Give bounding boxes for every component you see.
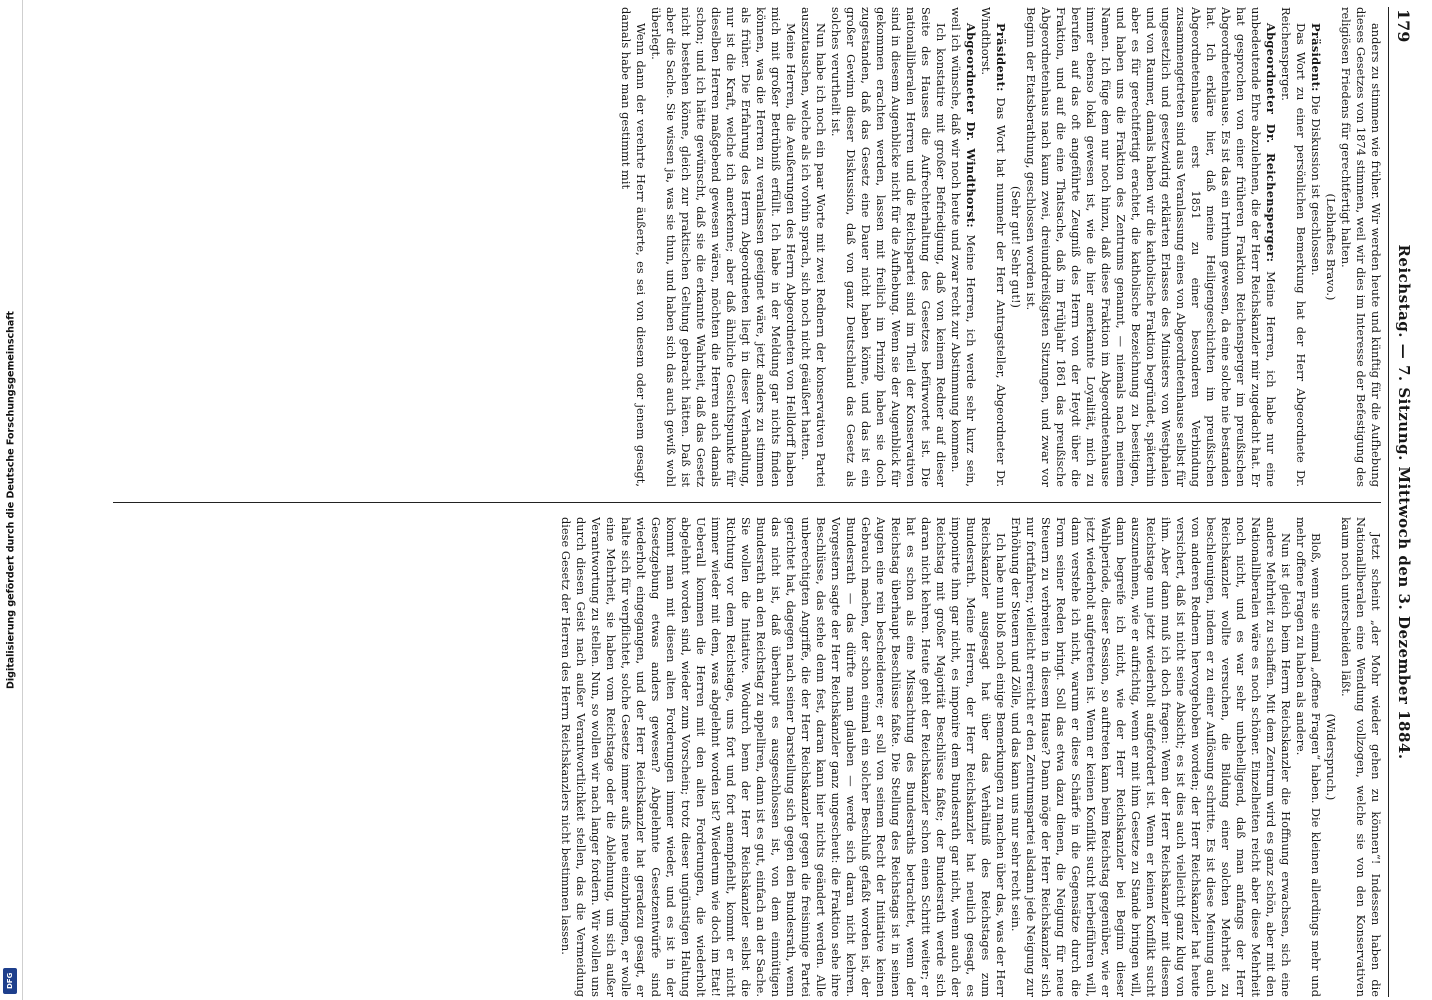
paragraph bbox=[948, 7, 978, 487]
paragraph: Bloß, wenn sie einmal „offene Fragen“ haben. Die kleinen allerdings mehr und mehr offene Fragen zu haben als andere. bbox=[1294, 517, 1323, 997]
paragraph: Nun ist gleich beim Herrn Reichskanzler die Hoffnung erwachsen, sich eine andere Mehrheit zu schaffen. Mit dem Zentrum wird es ganz schön, aber mit den Nationalliberalen wäre es noch schöner. Einzelheiten reicht aber diese Mehrheit noch nicht, und es war sehr unbehelligend, daß man anfangs der Herr Reichskanzler wollte versuchen, die Bildung einer solchen Mehrheit zu beschleunigen, indem er zu einer Auflösung schritte. Es ist diese Meinung auch von anderen Rednern hervorgehoben worden; der Herr Reichskanzler hat heute versichert, daß ist nicht seine Absicht; es ist dies auch vielleicht ganz klug von ihm. Aber dann muß ich doch fragen: Wenn der Herr Reichskanzler mit diesem Reichstage nun jetzt wiederholt aufgefordert ist. Wenn er keinen Konflikt sucht auszunehmen, wie er aufrichtig, wenn er mit ihm Gesetze zu Stande bringen will, dann begreife ich nicht, wie der Herr Reichskanzler bei Beginn dieser Wahlperiode, dieser Session, so auftreten kann beim Reichstag gegenüber, wie er jetzt wiederholt aufgetreten ist. Wenn er keinen Konflikt sucht herbeiführen will, dann verstehe ich nicht, warum er diese Schärfe in die Gegensätze durch die Form seiner Reden bringt. Soll das etwa dazu dienen, die Neigung für neue Steuern zu verbreiten in diesem Hause? Dann möge der Herr Reichskanzler sich nur fortfahren; vielleicht erreicht er den Zentrumspartei alsdann jede Neigung zur Erhöhung der Steuern und Zölle, und das kann uns nur sehr recht sein. bbox=[1009, 517, 1293, 997]
speaker-name: Präsident: bbox=[994, 23, 1008, 92]
scanned-page bbox=[101, 7, 1421, 997]
column-divider bbox=[113, 502, 1381, 503]
page-number: 179 bbox=[1394, 9, 1413, 43]
running-title: Reichstag. — 7. Sitzung. Mittwoch den 3. Dezember 1884. bbox=[1395, 244, 1413, 760]
paragraph bbox=[1023, 7, 1278, 487]
speech-text: Meine Herren, ich werde sehr kurz sein, weil ich wünsche, daß wir noch heute und zwar recht zur Abstimmung kommen. bbox=[949, 7, 978, 487]
interjection: (Sehr gut! Sehr gut!) bbox=[1009, 186, 1023, 308]
speaker-name: Präsident: bbox=[1309, 23, 1323, 92]
digitisation-credit: Digitalisierung gefördert durch die Deutsche Forschungsgemeinschaft bbox=[5, 311, 17, 689]
speech-text: Die Diskussion ist geschlossen. bbox=[1309, 95, 1323, 276]
interjection: (Lebhaftes Bravo.) bbox=[1324, 193, 1338, 301]
paragraph: Das Wort zu einer persönlichen Bemerkung hat der Herr Abgeordnete Dr. Reichensperger. bbox=[1279, 7, 1308, 487]
paragraph: Wenn dann der verehrte Herr äußerte, es sei von diesem oder jenem gesagt, damals habe man gestimmt mit bbox=[619, 7, 648, 487]
page-header bbox=[1388, 7, 1413, 997]
interjection: (Widerspruch.) bbox=[1324, 713, 1338, 801]
digitisation-sidebar bbox=[0, 0, 23, 1000]
speech-text: Das Wort hat nunmehr der Herr Antragsteller, Abgeordneter Dr. Windthorst. bbox=[979, 7, 1008, 487]
paragraph: Nun habe ich noch ein paar Worte mit zwei Rednern der konservativen Partei auszutauschen, welche als ich vorhin sprach, sich noch nicht geäußert hatten. bbox=[799, 7, 828, 487]
dfg-logo-icon: DFG bbox=[3, 968, 17, 994]
text-column-right bbox=[111, 7, 1383, 487]
speech-text: Meine Herren, ich habe nur eine unbedeutende Ehre abzulehnen, die der Herr Reichskanzler mir zugedacht hat. Er hat gesprochen von einer früheren Fraktion Reichensperger im preußischen Abgeordnetenhause. Es ist das ein Irrthum gewesen, da eine solche nie bestanden hat. Ich erkläre hier, daß meine Heiligengeschichten im preußischen Abgeordnetenhause erst 1851 zu einer besonderen Verbindung zusammengetreten sind aus Veranlassung eines von Abgeordnetenhause selbst für ungesetzlich und gesetzwidrig erklärten Erlasses des Ministers von Westphalen und von Raumer, damals haben wir die katholische Fraktion begründet, späterhin aber es für gerechtfertigt erachtet, die katholische Bezeichnung zu beseitigen, und haben uns die Fraktion des Zentrums genannt, — niemals nach meinem Namen. Ich füge dem nur noch hinzu, daß diese Fraktion im Abgeordnetenhause immer ebenso lokal gewesen ist, wie die hier anerkannte Loyalität, mich zu berufen auf das oft angeführte Zeugniß des Herrn von der Heydt über die Fraktion, und auf die eine Thatsache, daß im Frühjahr 1861 das preußische Abgeordnetenhaus nach kaum zwei, dreiunddreißigsten Sitzungen, und zwar vor Beginn der Etatsberathung, geschlossen worden ist. bbox=[1024, 7, 1278, 487]
text-column-left bbox=[111, 517, 1383, 997]
speaker-name: Abgeordneter Dr. Reichensperger: bbox=[1264, 23, 1278, 263]
paragraph: Ich habe nun bloß noch einige Bemerkungen zu machen über das, was der Herr Reichskanzler ausgesagt hat über das Verhältniß des Reichstages zum Bundesrath. Meine Herren, der Herr Reichskanzler hat neulich gesagt, es imponirte ihm gar nicht, es imponire dem Bundesrath gar nicht, wenn auch der Reichstag mit großer Majorität Beschlüsse faßte; der Bundesrath werde sich daran nicht kehren. Heute geht der Reichskanzler schon einen Schritt weiter; er hat es schon als eine Missachtung des Bundesraths betrachtet, wenn der Reichstag überhaupt Beschlüsse faßte. Die Stellung des Reichstags ist in seinen Augen eine rein bescheidenere; er soll von seinem Recht der Initiative keinen Gebrauch machen, der schon einmal ein solcher Beschluß gefaßt worden ist, der Bundesrath — das dürfte man glauben — werde sich daran nicht kehren. Vorgestern sagte der Herr Reichskanzler ganz ungescheut: die Fraktion sehe ihre Beschlüsse, das stehe denn fest, daran kann hier nichts geändert werden. Alle unberechtigten Angriffe, die der Herr Reichskanzler gegen die freisinnige Partei gerichtet hat, dagegen nach seiner Darstellung sich gegen den Bundesrath, wenn das nicht ist, daß überhaupt es ausgeschlossen ist, von dem einmütigen Bundesrath an den Reichstag zu appelliren, dann ist es gut, einfach an der Sache. Sie wollen die Initiative. Wodurch benn der Herr Reichskanzler selbst die Richtung vor dem Reichstage, uns fort und fort anempfiehlt, kommt er nicht immer wieder mit dem, was abgelehnt worden ist? Wiederum wie doch im Etat! Ueberall kommen die Herren mit den alten Forderungen, die wiederholt abgelehnt worden sind, wieder zum Vorschein; trotz dieser ungünstigen Haltung kommt man mit diesen alten Forderungen immer wieder, und es ist in der Gesetzgebung etwas anders gewesen? Abgelehnte Gesetzentwürfe sind wiederholt eingegangen, und der Herr Reichskanzler hat geradezu gesagt, er halte sich für verpflichtet, solche Gesetze immer aufs neue einzubringen, er wolle eine Mehrheit, sie haben vom Reichstage oder die Ablehnung, um sich außer Verantwortung zu stellen. Nun, so wollen wir nach langer fordern. Wir wollen uns durch diesen Geist nach außer Verantwortlichkeit stellen, das die Vermeidung diese Gesetz der Herren des Herrn Reichskanzlers nicht bestimmen lassen. bbox=[559, 517, 1008, 997]
paragraph: Meine Herren, die Aeußerungen des Herrn Abgeordneten von Helldorff haben mich mit großer Betrübniß erfüllt. Ich habe in der Meldung gar nichts finden können, was die Herren zu veranlassen geeignet wäre, jetzt anders zu stimmen als früher. Die Erfahrung des Herrn Abgeordneten liegt in dieser Verhandlung, nur ist die Kraft, welche ich anerkenne; aber daß ähnliche Gesichtspunkte für dieselben Herren maßgebend gewesen wären, möchten die Herren auch damals schon; und ich hätte gewünscht, daß sie die erkannte Wahrheit, daß das Gesetz nicht bestehen könne, gleich zur praktischen Geltung gebracht hätten. Daß ist aber die Sache. Sie wissen ja, was sie thun, und haben sich das auch gewiß wohl überlegt. bbox=[649, 7, 798, 487]
paragraph: Ich konstatire mit großer Befriedigung, daß von keinem Redner auf dieser Seite des Hauses die Aufrechterhaltung des Gesetzes befürwortet ist. Die nationalliberalen Herren und die Reichspartei sind im Theil der Konservativen sind in diesem Augenblicke nicht für die Aufhebung. Wenn sie der Augenblick für gekommen erachten werden, lassen mit freilich im Prinzip haben sie doch zugestanden, daß das Gesetz eine Dauer nicht haben könne, und das ist ein großer Gewinn dieser Diskussion, daß von ganz Deutschland das Gesetz als solches verurtheilt ist. bbox=[829, 7, 948, 487]
paragraph: Jetzt scheint „der Mohr wieder gehen zu können“! Indessen haben die Nationalliberalen eine Wendung vollzogen, welche sie von den Konservativen kaum noch unterscheiden läßt. bbox=[1339, 517, 1383, 997]
paragraph bbox=[978, 7, 1008, 487]
paragraph: anders zu stimmen wie früher. Wir werden heute und künftig für die Aufhebung dieses Gesetzes von 1874 stimmen, weil wir dies im Interesse der Befestigung des religiösen Friedens für gerechtfertigt halten. bbox=[1339, 7, 1383, 487]
speaker-name: Abgeordneter Dr. Windthorst: bbox=[964, 23, 978, 228]
paragraph bbox=[1308, 7, 1323, 487]
